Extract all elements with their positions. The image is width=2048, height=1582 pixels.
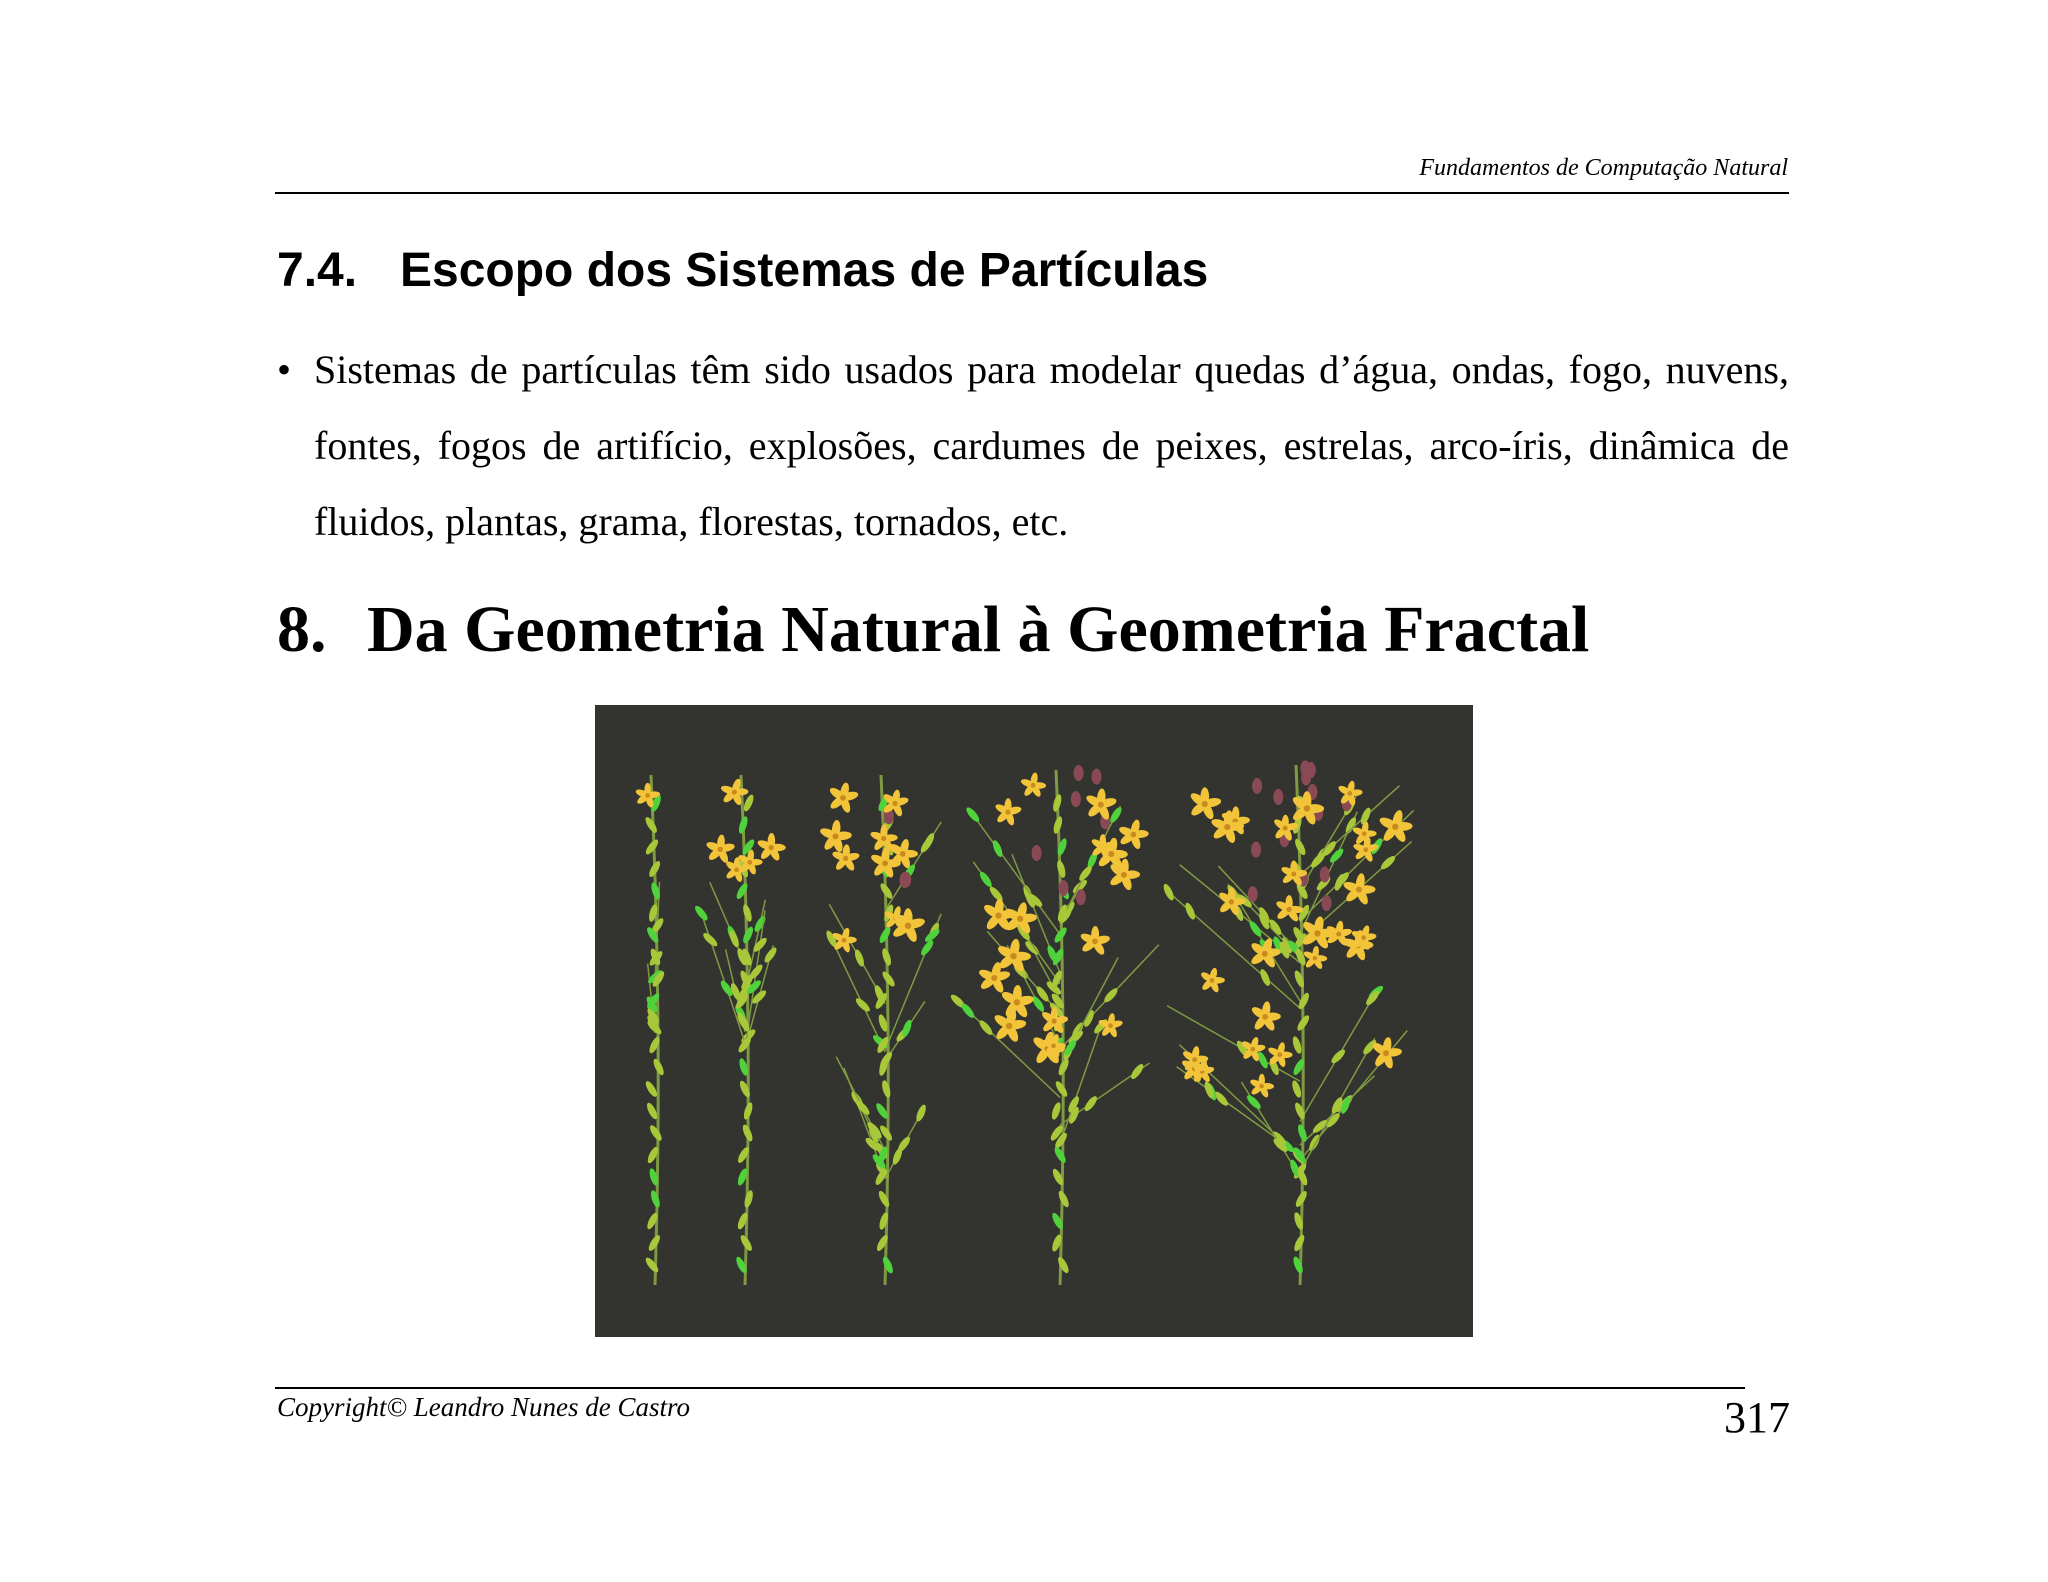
flowering-plants-image	[595, 705, 1473, 1337]
page-number: 317	[1724, 1393, 1790, 1442]
chapter-number: 8.	[277, 593, 327, 666]
section-heading	[277, 243, 1208, 298]
chapter-title: Da Geometria Natural à Geometria Fractal	[367, 593, 1590, 666]
copyright-text: Copyright© Leandro Nunes de Castro	[277, 1392, 691, 1422]
chapter-heading	[277, 592, 1589, 668]
running-head: Fundamentos de Computação Natural	[1419, 155, 1788, 181]
section-number: 7.4.	[277, 244, 358, 297]
bullet-text: Sistemas de partículas têm sido usados para modelar quedas d’água, ondas, fogo, nuvens, fontes, fogos de artifício, explosões, cardumes de peixes, estrelas, arco-íris, dinâmica de fluidos, plantas, grama, florestas, tornados, etc.	[314, 347, 1789, 544]
footer-rule	[275, 1387, 1745, 1389]
plants-figure	[595, 705, 1473, 1337]
section-title: Escopo dos Sistemas de Partículas	[400, 244, 1209, 297]
header-rule	[275, 192, 1789, 194]
bullet-item	[277, 332, 1789, 560]
bullet-marker: •	[277, 347, 292, 392]
